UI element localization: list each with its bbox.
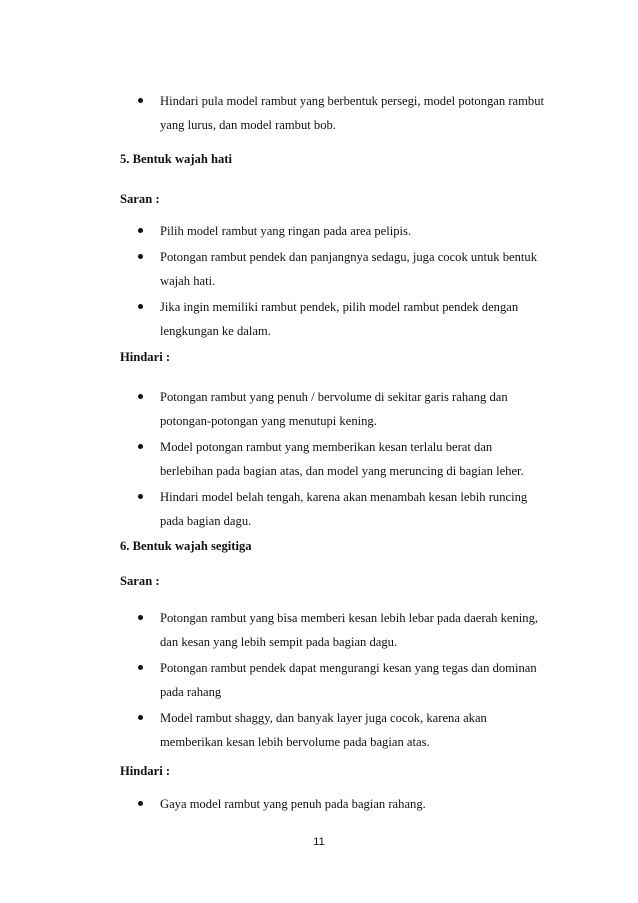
list-item bbox=[0, 435, 638, 483]
section-6-heading: 6. Bentuk wajah segitiga bbox=[120, 539, 252, 553]
list-item bbox=[0, 706, 638, 754]
list-item bbox=[0, 485, 638, 533]
list-item bbox=[0, 245, 638, 293]
section-5-hindari-label: Hindari : bbox=[120, 350, 171, 364]
list-item-text: Potongan rambut pendek dapat mengurangi kesan yang tegas dan dominan pada rahang bbox=[160, 661, 537, 699]
list-item-text: Jika ingin memiliki rambut pendek, pilih model rambut pendek dengan lengkungan ke dalam. bbox=[160, 300, 519, 338]
list-item-text: Potongan rambut yang penuh / bervolume di sekitar garis rahang dan potongan-potongan yang menutupi kening. bbox=[160, 390, 508, 428]
bullet-icon bbox=[138, 665, 143, 670]
list-item bbox=[0, 89, 638, 137]
bullet-icon bbox=[138, 444, 143, 449]
list-item-text: Hindari model belah tengah, karena akan menambah kesan lebih runcing pada bagian dagu. bbox=[160, 490, 528, 528]
section-5-hindari-list bbox=[0, 385, 638, 533]
list-item bbox=[0, 792, 638, 816]
section-5-saran-list bbox=[0, 219, 638, 343]
list-item-text: Gaya model rambut yang penuh pada bagian rahang. bbox=[160, 797, 426, 811]
list-item bbox=[0, 385, 638, 433]
bullet-icon bbox=[138, 228, 143, 233]
bullet-icon bbox=[138, 801, 143, 806]
section-5-heading: 5. Bentuk wajah hati bbox=[120, 152, 232, 166]
list-item bbox=[0, 606, 638, 654]
list-item-text: Potongan rambut pendek dan panjangnya sedagu, juga cocok untuk bentuk wajah hati. bbox=[160, 250, 538, 288]
list-item bbox=[0, 295, 638, 343]
section-6-saran-label: Saran : bbox=[120, 574, 160, 588]
bullet-icon bbox=[138, 98, 143, 103]
list-item bbox=[0, 656, 638, 704]
intro-bullet-list bbox=[0, 89, 638, 137]
list-item-text: Hindari pula model rambut yang berbentuk persegi, model potongan rambut yang lurus, dan model rambut bob. bbox=[160, 94, 545, 132]
bullet-icon bbox=[138, 615, 143, 620]
list-item-text: Pilih model rambut yang ringan pada area pelipis. bbox=[160, 224, 412, 238]
list-item-text: Potongan rambut yang bisa memberi kesan lebih lebar pada daerah kening, dan kesan yang lebih sempit pada bagian dagu. bbox=[160, 611, 539, 649]
section-5-saran-label: Saran : bbox=[120, 192, 160, 206]
section-6-saran-list bbox=[0, 606, 638, 754]
bullet-icon bbox=[138, 715, 143, 720]
bullet-icon bbox=[138, 394, 143, 399]
bullet-icon bbox=[138, 254, 143, 259]
section-6-hindari-list bbox=[0, 792, 638, 816]
list-item-text: Model rambut shaggy, dan banyak layer juga cocok, karena akan memberikan kesan lebih bervolume pada bagian atas. bbox=[160, 711, 487, 749]
bullet-icon bbox=[138, 304, 143, 309]
bullet-icon bbox=[138, 494, 143, 499]
list-item-text: Model potongan rambut yang memberikan kesan terlalu berat dan berlebihan pada bagian atas, dan model yang meruncing di bagian leher. bbox=[160, 440, 524, 478]
section-6-hindari-label: Hindari : bbox=[120, 764, 171, 778]
list-item bbox=[0, 219, 638, 243]
page-number: 11 bbox=[313, 836, 325, 848]
